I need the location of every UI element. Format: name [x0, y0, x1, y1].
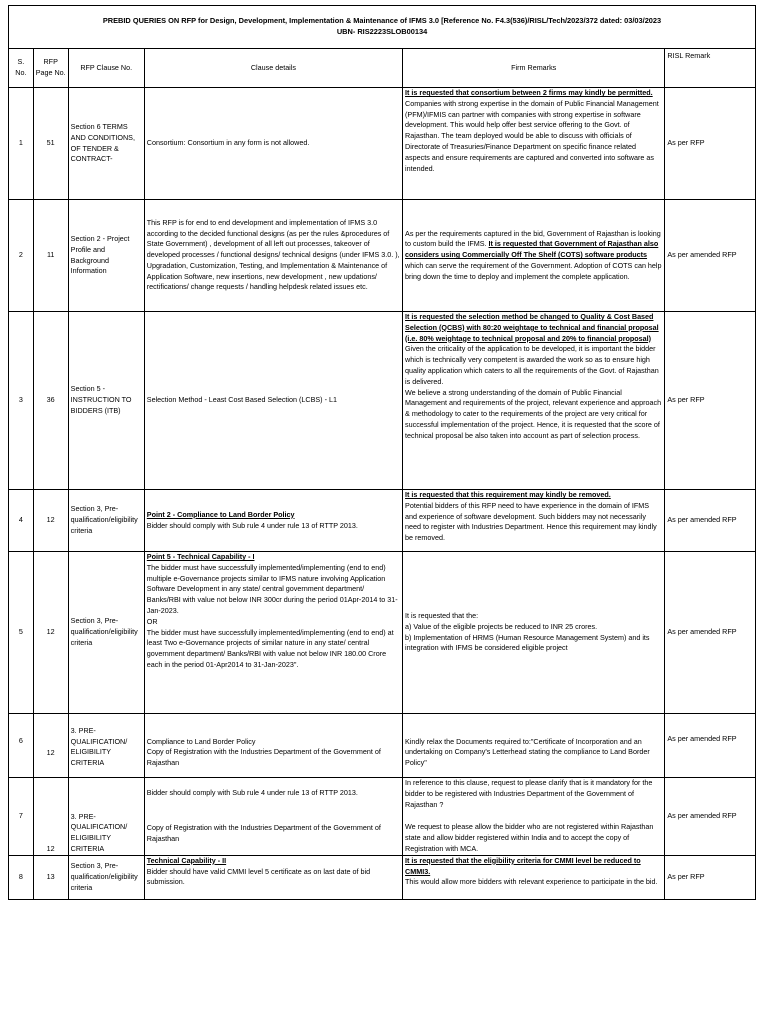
remarks-item-a: a) Value of the eligible projects be reduced to INR 25 crores.	[405, 621, 598, 631]
clause-details-cell: Consortium: Consortium in any form is not allowed.	[144, 88, 402, 200]
clause-text-2: Copy of Registration with the Industries Department of the Government of Rajasthan	[146, 822, 381, 843]
remarks-post: which can serve the requirement of the Government. Adoption of COTS can help bring down the time to deploy and implement the complete application.	[405, 260, 662, 281]
page-cell: 12	[33, 714, 68, 778]
firm-remarks-cell	[403, 490, 665, 552]
sno-cell: 4	[9, 490, 34, 552]
table-row	[9, 778, 756, 856]
risl-remark-cell: As per RFP	[665, 855, 756, 899]
risl-remark-cell: As per RFP	[665, 312, 756, 490]
clause-details-cell	[144, 855, 402, 899]
firm-remarks-cell: Kindly relax the Documents required to:"Certificate of Incorporation and an undertaking on Company's Letterhead stating the compliance to Land Border Policy"	[403, 714, 665, 778]
clause-text: Compliance to Land Border Policy	[146, 736, 256, 746]
sno-cell: 8	[9, 855, 34, 899]
clause-no-cell: 3. PRE-QUALIFICATION/ ELIGIBILITY CRITERIA	[68, 778, 144, 856]
firm-remarks-cell	[403, 552, 665, 714]
sno-cell: 7	[9, 778, 34, 856]
remarks-heading: It is requested that Government of Rajasthan also considers using Commercially Off The Shelf (COTS) software products	[405, 239, 659, 260]
sno-cell: 6	[9, 714, 34, 778]
col-firm-remarks: Firm Remarks	[403, 49, 665, 88]
risl-remark-cell: As per amended RFP	[665, 714, 756, 778]
remarks-heading: It is requested that the eligibility criteria for CMMI level be reduced to CMMI3.	[405, 855, 641, 876]
remarks-item-b: b) Implementation of HRMS (Human Resource Management System) and its integration with IFMS be considered eligible project	[405, 632, 650, 653]
risl-remark-cell: As per amended RFP	[665, 778, 756, 856]
title-line-1: PREBID QUERIES ON RFP for Design, Development, Implementation & Maintenance of IFMS 3.0 [Reference No. F4.3(536)/RISL/Tech/2023/372 dated: 03/03/2023	[102, 16, 662, 26]
title-line-2: UBN- RIS2223SLOB00134	[336, 27, 428, 36]
remarks-text: It is requested that the:	[405, 610, 479, 620]
clause-heading: Point 5 - Technical Capability - I	[146, 552, 255, 561]
col-risl-remark: RISL Remark	[665, 49, 756, 88]
clause-details-cell: This RFP is for end to end development and implementation of IFMS 3.0 according to the decided functional designs (as per the rules &procedures of State Government) , development of all left out processes, takeover of developed processes / functional designs/ technical designs (under IFMS 3.0. ), Upgradation, Customization, Testing, and Implementation & Maintenance of Application Software, new insertions, new development , new updations/ rectifications/ change requests / handling helpdesk related issues etc.	[144, 200, 402, 312]
clause-text-2: Copy of Registration with the Industries Department of the Government of Rajasthan	[146, 747, 381, 768]
sno-cell: 1	[9, 88, 34, 200]
clause-no-cell: Section 2 - Project Profile and Background Information	[68, 200, 144, 312]
clause-text: Bidder should comply with Sub rule 4 under rule 13 of RTTP 2013.	[146, 788, 358, 798]
remarks-text-2: We believe a strong understanding of the domain of Public Financial Management and requirements of the project, relevant experience and approach & methodology to cater to the requirements of the project are very critical for successful implementation of the project. Hence, it is requested that the score of technical proposal be also taken into account as part of selection process.	[405, 387, 662, 440]
sno-cell: 3	[9, 312, 34, 490]
remarks-text: This would allow more bidders with relevant experience to participate in the bid.	[405, 877, 658, 887]
clause-details-cell: Selection Method - Least Cost Based Selection (LCBS) - L1	[144, 312, 402, 490]
remarks-heading: It is requested that this requirement may kindly be removed.	[405, 490, 611, 499]
firm-remarks-cell	[403, 778, 665, 856]
firm-remarks-cell	[403, 88, 665, 200]
col-page: RFP Page No.	[33, 49, 68, 88]
clause-heading: Technical Capability - II	[146, 855, 227, 865]
clause-text-2: The bidder must have successfully implemented/implementing (end to end) at least Two e-Governance projects of similar nature in any state/ central government department/ Banks/RBI with value not below INR 180.00 Crore each in the period 01-Apr2014 to 31-Jan-2023".	[146, 627, 394, 669]
page-cell: 12	[33, 490, 68, 552]
page-cell: 51	[33, 88, 68, 200]
title-row	[9, 6, 756, 49]
table-row	[9, 490, 756, 552]
document-title	[9, 6, 756, 49]
column-header-row	[9, 49, 756, 88]
page-cell: 11	[33, 200, 68, 312]
page-cell: 12	[33, 778, 68, 856]
clause-details-cell	[144, 778, 402, 856]
sno-cell: 5	[9, 552, 34, 714]
table-row	[9, 200, 756, 312]
page-cell: 13	[33, 855, 68, 899]
clause-text: Bidder should have valid CMMI level 5 certificate as on last date of bid submission.	[146, 866, 371, 887]
clause-no-cell: Section 3, Pre-qualification/eligibility criteria	[68, 490, 144, 552]
table-row	[9, 552, 756, 714]
table-row	[9, 312, 756, 490]
risl-remark-cell: As per RFP	[665, 88, 756, 200]
clause-or: OR	[146, 616, 158, 626]
table-row	[9, 714, 756, 778]
remarks-heading: It is requested that consortium between 2 firms may kindly be permitted.	[405, 88, 653, 97]
remarks-text: Potential bidders of this RFP need to have experience in the domain of IFMS and experience of software development. Such bidders may not necessarily need to register with Industries Department. Hence this requirement may kindly be removed.	[405, 500, 657, 543]
queries-sheet	[8, 5, 756, 900]
clause-no-cell: Section 6 TERMS AND CONDITIONS, OF TENDER & CONTRACT-	[68, 88, 144, 200]
clause-details-cell	[144, 714, 402, 778]
firm-remarks-cell	[403, 200, 665, 312]
risl-remark-cell: As per amended RFP	[665, 200, 756, 312]
risl-remark-cell: As per amended RFP	[665, 552, 756, 714]
clause-no-cell: Section 3, Pre-qualification/eligibility criteria	[68, 855, 144, 899]
clause-heading: Point 2 - Compliance to Land Border Policy	[146, 509, 295, 519]
remarks-text: Given the criticality of the application to be developed, it is important the bidder which is technically very competent is awarded the work so as to ensure high quality application which caters to all the requirements of the Govt. of Rajasthan is delivered.	[405, 344, 659, 386]
sno-cell: 2	[9, 200, 34, 312]
clause-text: The bidder must have successfully implemented/implementing (end to end) multiple e-Governance projects similar to IFMS nature involving Application Software Development in any state/ central government department/ Banks/RBI with value not below INR 300cr during the period 01Apr-2014 to 31-Jan-2023.	[146, 562, 398, 615]
remarks-text-2: We request to please allow the bidder who are not registered within Rajasthan state and allow bidder registered within India and to accept the copy of Registration with MCA.	[405, 822, 654, 853]
clause-no-cell: Section 3, Pre-qualification/eligibility criteria	[68, 552, 144, 714]
risl-remark-cell: As per amended RFP	[665, 490, 756, 552]
page-cell: 36	[33, 312, 68, 490]
page-cell: 12	[33, 552, 68, 714]
clause-text: Bidder should comply with Sub rule 4 under rule 13 of RTTP 2013.	[146, 520, 358, 530]
remarks-pre: As per the requirements captured in the bid, Government of Rajasthan is looking to custom build the IFMS.	[405, 228, 661, 249]
clause-no-cell: 3. PRE-QUALIFICATION/ ELIGIBILITY CRITERIA	[68, 714, 144, 778]
table-row	[9, 88, 756, 200]
clause-details-cell	[144, 490, 402, 552]
col-clause-no: RFP Clause No.	[68, 49, 144, 88]
remarks-text: In reference to this clause, request to please clarify that is it mandatory for the bidder to be registered with Industries Department of the Government of Rajasthan ?	[405, 778, 653, 809]
remarks-text: Companies with strong expertise in the domain of Public Financial Management (PFM)/IFMIS can partner with companies with strong expertise in software development. This would help offer best service offering to the Govt. of Rajasthan. The team deployed would be able to discuss with officials of Directorate of Treasuries/Finance Department on specific finance related aspects and ensure requirements are captured and converted into software as intended.	[405, 98, 659, 173]
firm-remarks-cell	[403, 312, 665, 490]
clause-details-cell	[144, 552, 402, 714]
table-row	[9, 855, 756, 899]
col-sno: S. No.	[9, 49, 34, 88]
prebid-queries-table	[8, 5, 756, 900]
firm-remarks-cell	[403, 855, 665, 899]
col-clause-details: Clause details	[144, 49, 402, 88]
clause-no-cell: Section 5 - INSTRUCTION TO BIDDERS (ITB)	[68, 312, 144, 490]
remarks-heading: It is requested the selection method be changed to Quality & Cost Based Selection (QCBS) with 80:20 weightage to technical and financial proposal (i.e. 80% weightage to technical proposal and 20% to financial proposal)	[405, 312, 659, 343]
